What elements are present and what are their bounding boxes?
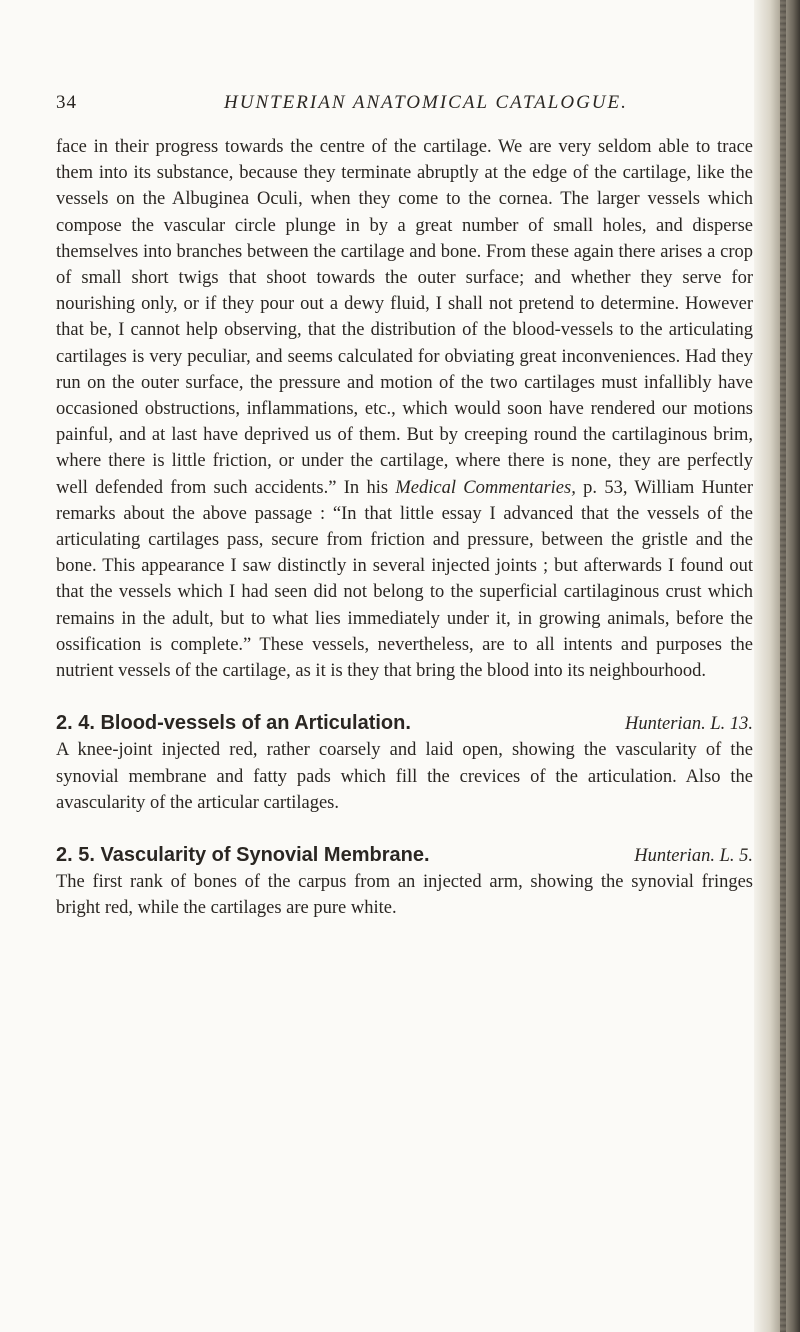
entry-description: A knee-joint injected red, rather coarsely and laid open, showing the vascularity of the synovial membrane and fatty pads which fill the crevices of the articulation. Also the avascularity of the articular cartilages.	[56, 740, 753, 813]
entry-title-text: Vascularity of Synovial Membrane.	[100, 844, 430, 867]
catalogue-entry	[56, 710, 753, 816]
entry-description: The first rank of bones of the carpus from an injected arm, showing the synovial fringes bright red, while the cartilages are pure white.	[56, 872, 753, 919]
binding-edge	[780, 0, 786, 1332]
paragraph-text: p. 53, William Hunter remarks about the above passage : “In that little essay I advanced that the vessels of the articulating cartilages pass, secure from friction and pressure, between the gristle and the bone. This appearance I saw distinctly in several injected joints ; but afterwards I found out that the vessels which I had seen did not belong to the superficial cartilaginous crust which remains in the adult, but to what lies immediately under it, in growing animals, before the ossification is complete.” These vessels, nevertheless, are to all intents and purposes the nutrient vessels of the cartilage, as it is they that bring the blood into its neighbourhood.	[56, 477, 753, 682]
entry-reference	[625, 711, 753, 737]
entry-title	[56, 842, 430, 868]
entry-collection: Hunterian.	[625, 714, 706, 735]
entry-number: 2. 4.	[56, 712, 95, 735]
page-edge-shadow	[754, 0, 800, 1332]
running-head: HUNTERIAN ANATOMICAL CATALOGUE.	[224, 92, 628, 113]
entry-title-text: Blood-vessels of an Articulation.	[100, 712, 411, 735]
entry-collection: Hunterian.	[634, 846, 715, 867]
page-header	[56, 92, 756, 122]
entry-heading	[56, 710, 753, 737]
catalogue-entry	[56, 842, 753, 922]
paragraph-continuation	[56, 134, 753, 684]
paragraph-text: face in their progress towards the centre of the cartilage. We are very seldom able to trace them into its substance, because they terminate abruptly at the edge of the cartilage, like the vessels on the Albuginea Oculi, when they come to the cornea. The larger vessels which compose the vascular circle plunge in by a great number of small holes, and disperse themselves into branches between the cartilage and bone. From these again there arises a crop of small short twigs that shoot towards the outer surface; and whether they serve for nourishing only, or if they pour out a dewy fluid, I shall not pretend to determine. However that be, I cannot help observing, that the distribution of the blood-vessels to the articulating cartilages is very peculiar, and seems calculated for obviating great inconveniences. Had they run on the outer surface, the pressure and motion of the two cartilages must infallibly have occasioned obstructions, inflammations, etc., which would soon have rendered our motions painful, and at last have deprived us of them. But by creeping round the cartilaginous brim, where there is little friction, or under the cartilage, where there is none, they are perfectly well defended from such accidents.” In his	[56, 137, 753, 498]
entry-number: 2. 5.	[56, 844, 95, 867]
page-number: 34	[56, 92, 77, 113]
entry-code: L. 13.	[710, 714, 753, 735]
entry-reference	[634, 843, 753, 869]
entry-heading	[56, 842, 753, 869]
entry-title	[56, 710, 411, 736]
book-title-reference: Medical Commentaries,	[395, 477, 576, 498]
body-text	[56, 134, 753, 922]
entry-code: L. 5.	[719, 846, 753, 867]
